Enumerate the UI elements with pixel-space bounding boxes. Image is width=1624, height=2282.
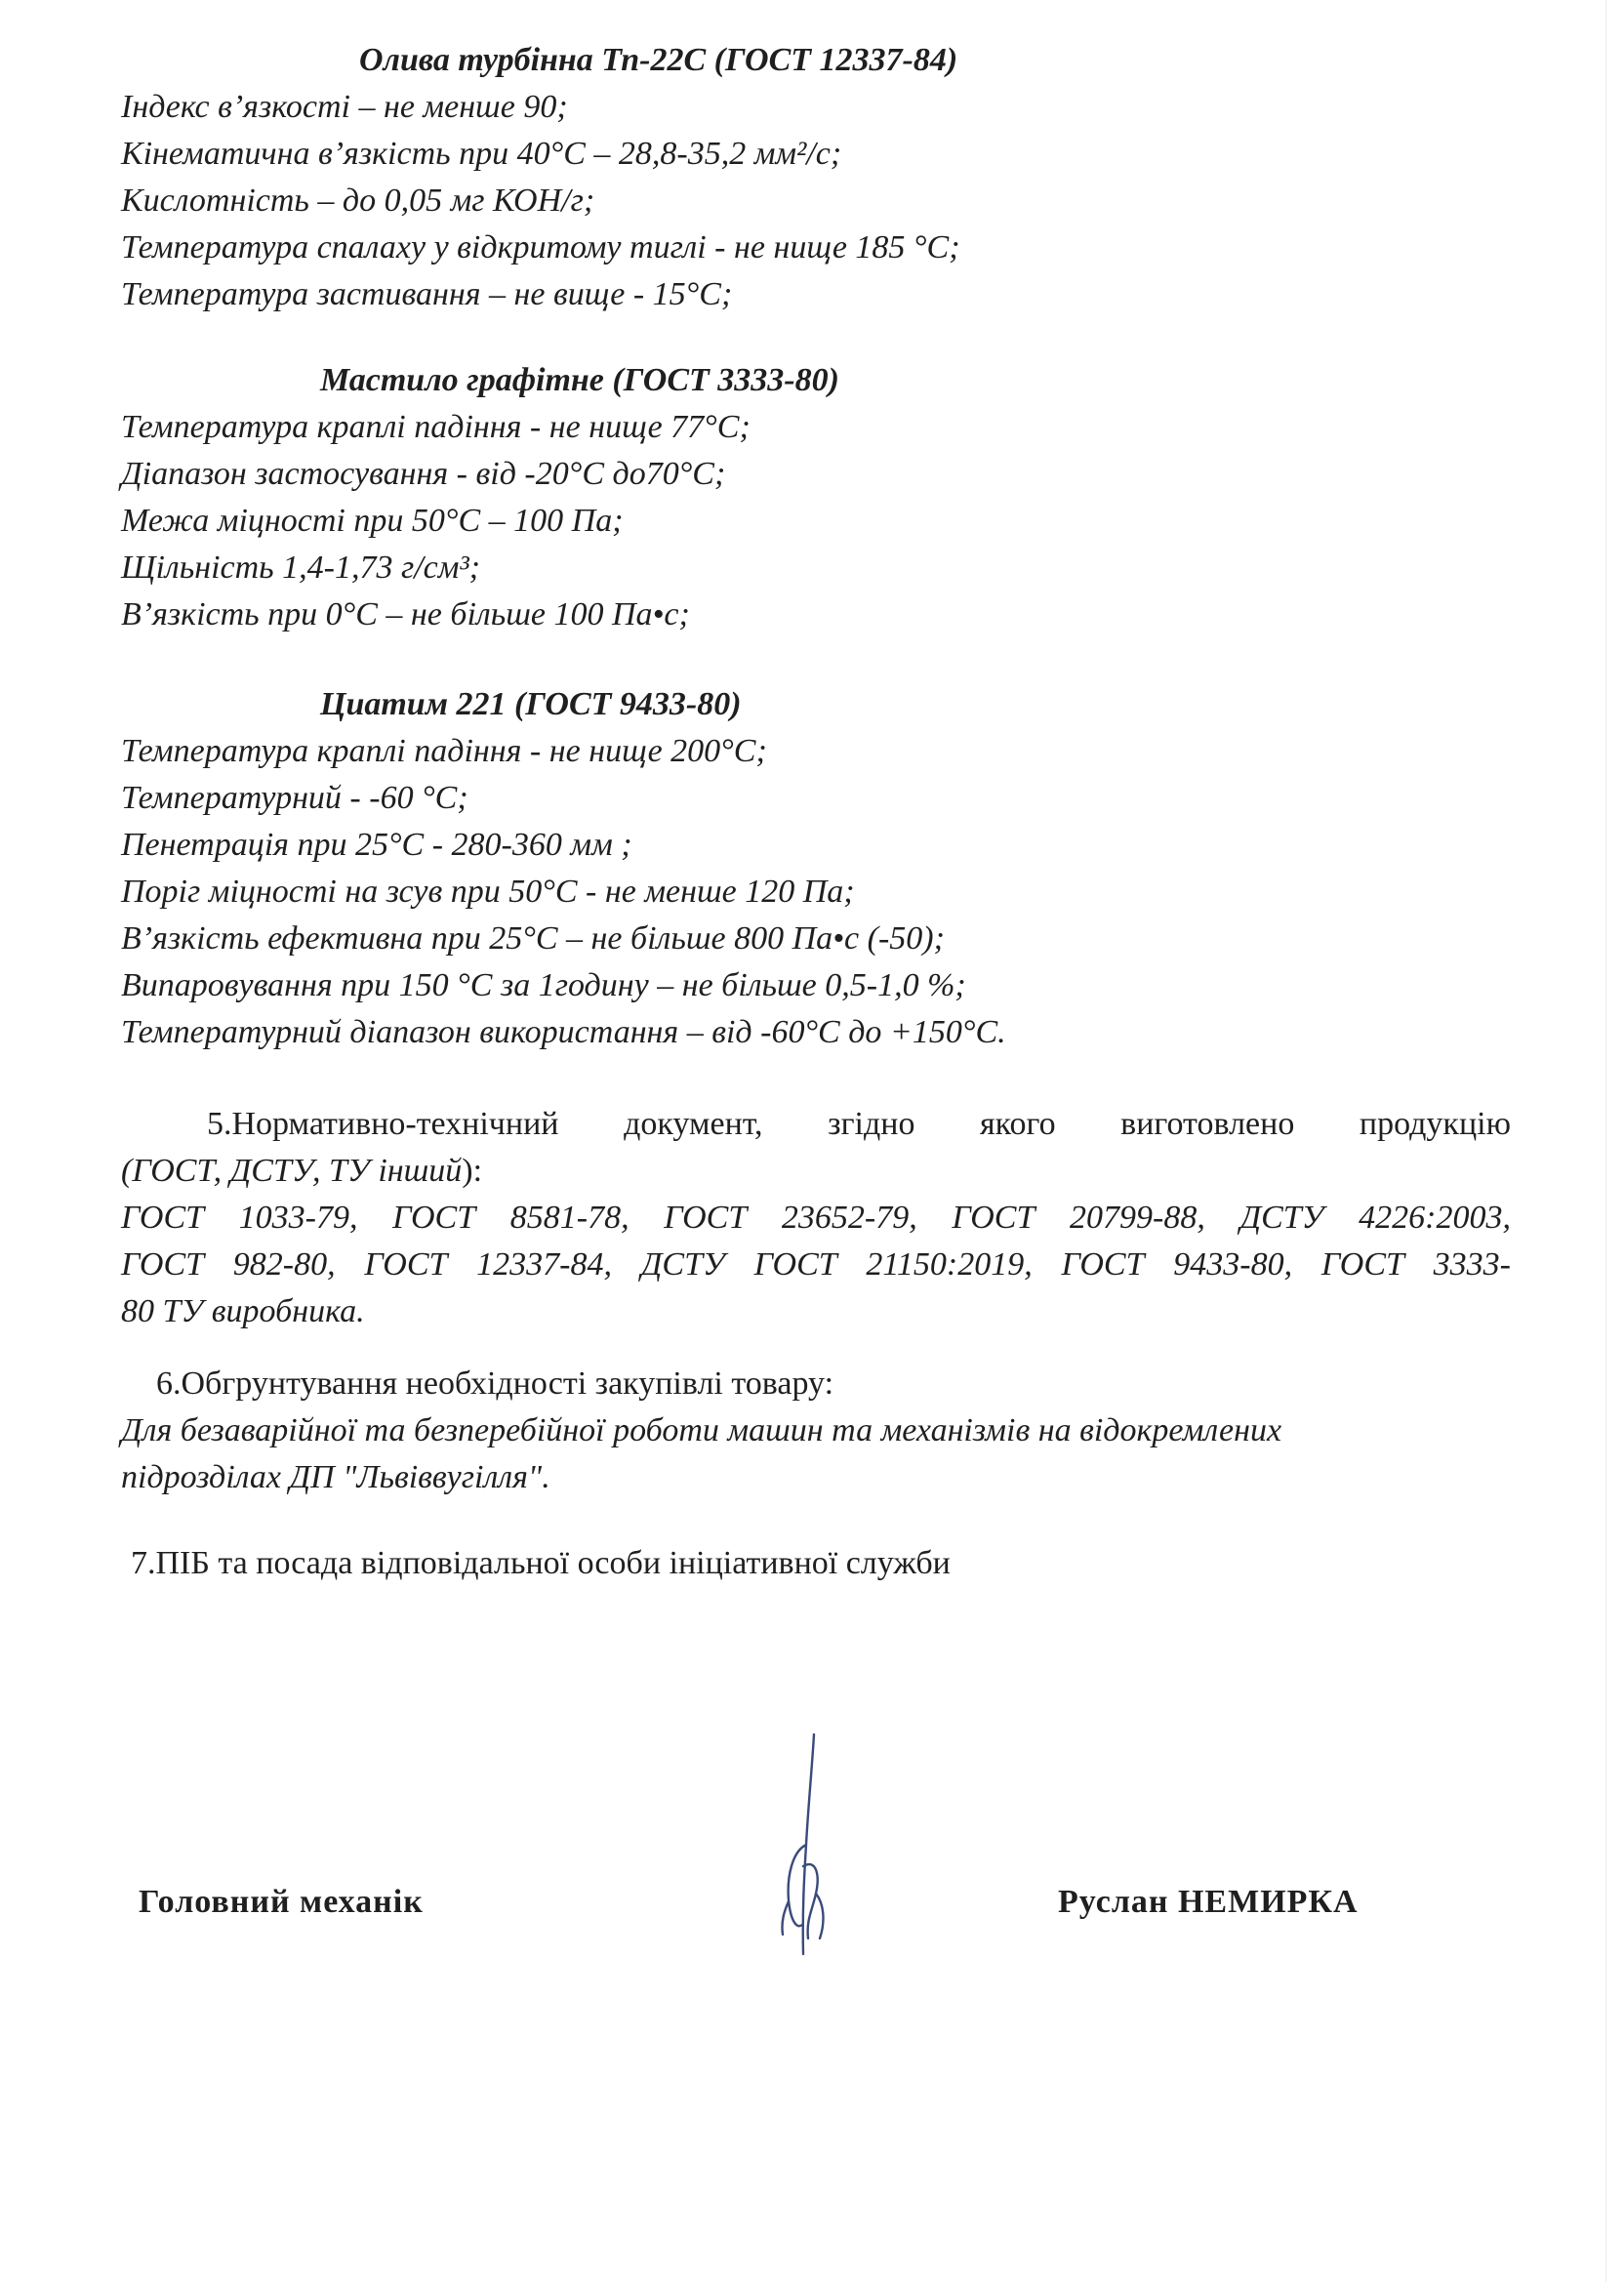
ciatim-spec-line: Температура краплі падіння - не нище 200°С; [121, 733, 767, 769]
section-6-title: 6.Обгрунтування необхідності закупівлі товару: [156, 1365, 834, 1402]
graphite-spec-line: Температура краплі падіння - не нище 77°С; [121, 409, 751, 445]
section-7 [121, 1540, 1526, 1587]
ciatim-spec-line: Поріг міцності на зсув при 50°С - не менше 120 Па; [121, 874, 855, 910]
graphite-section [121, 357, 1526, 638]
ciatim-spec-line: Випаровування при 150 °С за 1годину – не більше 0,5-1,0 %; [121, 967, 966, 1003]
oil-spec-line: Кінематична в’язкість при 40°С – 28,8-35,2 мм²/с; [121, 136, 842, 172]
oil-heading: Олива турбінна Тп-22С (ГОСТ 12337-84) [359, 42, 958, 78]
section-5-title-cont [121, 1148, 1511, 1195]
oil-section [121, 37, 1526, 318]
ciatim-spec-line: Пенетрація при 25°С - 280-360 мм ; [121, 827, 632, 863]
ciatim-section [121, 681, 1526, 1056]
section-5-title-tail: ): [462, 1153, 483, 1189]
section-5 [121, 1101, 1511, 1335]
ciatim-spec-line: Температурний діапазон використання – від -60°С до +150°С. [121, 1014, 1006, 1050]
oil-spec-line: Індекс в’язкості – не менше 90; [121, 89, 568, 125]
scan-edge [1605, 0, 1606, 2282]
section-5-title: 5.Нормативно-технічний документ, згідно якого виготовлено продукцію [207, 1106, 1511, 1142]
signature-row [139, 1879, 1407, 1937]
section-5-gost-list: ГОСТ 982-80, ГОСТ 12337-84, ДСТУ ГОСТ 21150:2019, ГОСТ 9433-80, ГОСТ 3333- [121, 1246, 1511, 1283]
section-5-gost-list: 80 ТУ виробника. [121, 1293, 365, 1329]
ciatim-spec-line: В’язкість ефективна при 25°С – не більше 800 Па•с (-50); [121, 920, 945, 957]
oil-spec-line: Температура спалаху у відкритому тиглі - не нище 185 °С; [121, 229, 960, 265]
graphite-spec-line: Межа міцності при 50°С – 100 Па; [121, 503, 624, 539]
section-6 [121, 1361, 1526, 1501]
graphite-heading: Мастило графітне (ГОСТ 3333-80) [320, 362, 839, 398]
ciatim-heading: Циатим 221 (ГОСТ 9433-80) [320, 686, 742, 722]
section-6-text: Для безаварійної та безперебійної роботи машин та механізмів на відокремлених [121, 1412, 1282, 1448]
graphite-spec-line: Діапазон застосування - від -20°С до70°С; [121, 456, 726, 492]
signatory-position: Головний механік [139, 1884, 424, 1920]
oil-spec-line: Температура застивання – не вище - 15°С; [121, 276, 733, 312]
section-7-title: 7.ПІБ та посада відповідальної особи ініціативної служби [131, 1545, 951, 1581]
section-6-text: підрозділах ДП "Львіввугілля". [121, 1459, 550, 1495]
signatory-name: Руслан НЕМИРКА [1058, 1884, 1359, 1920]
graphite-spec-line: Щільність 1,4-1,73 г/см³; [121, 550, 480, 586]
section-5-gost-list: ГОСТ 1033-79, ГОСТ 8581-78, ГОСТ 23652-79, ГОСТ 20799-88, ДСТУ 4226:2003, [121, 1200, 1511, 1236]
oil-spec-line: Кислотність – до 0,05 мг КОН/г; [121, 183, 595, 219]
section-5-doc-types: (ГОСТ, ДСТУ, ТУ інший [121, 1153, 463, 1189]
ciatim-spec-line: Температурний - -60 °С; [121, 780, 468, 816]
graphite-spec-line: В’язкість при 0°С – не більше 100 Па•с; [121, 596, 690, 632]
